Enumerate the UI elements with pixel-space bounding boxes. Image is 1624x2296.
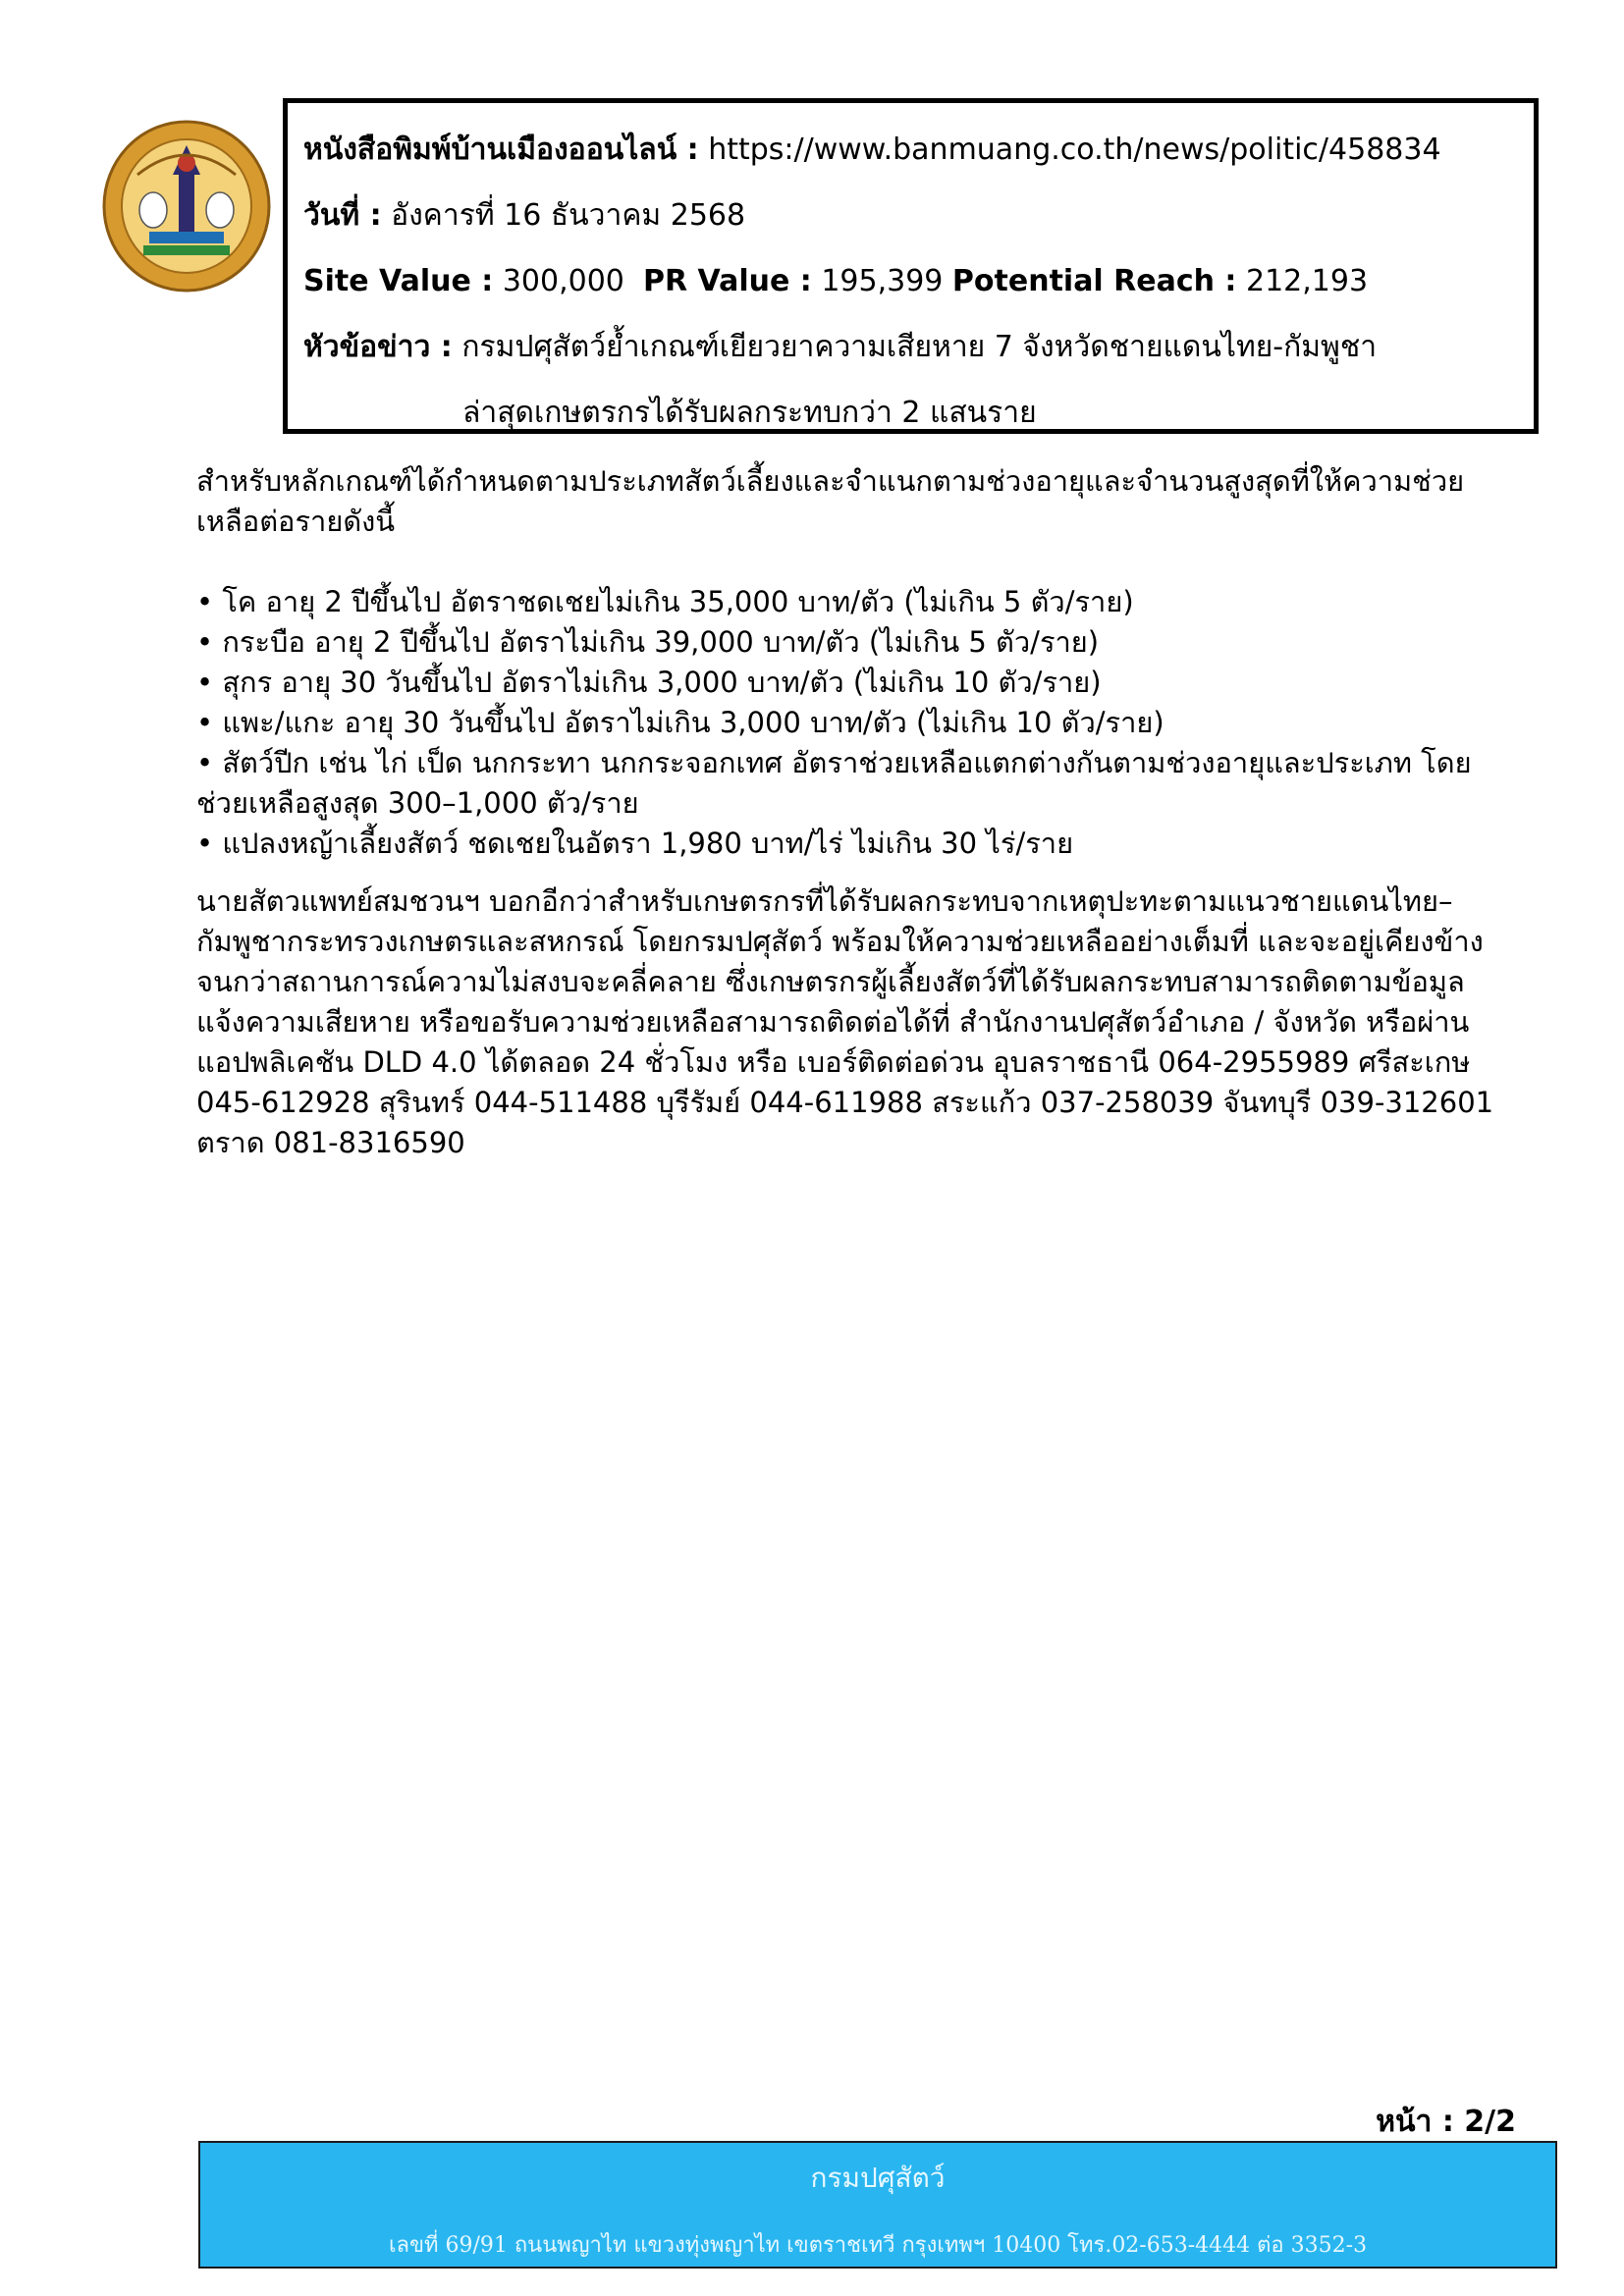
list-item: • กระบือ อายุ 2 ปีขึ้นไป อัตราไม่เกิน 39,000 บาท/ตัว (ไม่เกิน 5 ตัว/ราย)	[196, 625, 1100, 659]
source-url[interactable]: https://www.banmuang.co.th/news/politic/458834	[708, 133, 1441, 167]
list-item: • สุกร อายุ 30 วันขึ้นไป อัตราไม่เกิน 3,000 บาท/ตัว (ไม่เกิน 10 ตัว/ราย)	[196, 666, 1102, 699]
date-line	[303, 183, 1534, 248]
footer-banner	[198, 2141, 1557, 2269]
page-number: หน้า : 2/2	[1376, 2105, 1516, 2139]
headline-line	[303, 314, 1534, 446]
date-label: วันที่ :	[303, 198, 382, 233]
pr-value-label: PR Value :	[642, 264, 812, 298]
list-item: • แปลงหญ้าเลี้ยงสัตว์ ชดเชยในอัตรา 1,980 บาท/ไร่ ไม่เกิน 30 ไร่/ราย	[196, 827, 1074, 860]
contact-paragraph: นายสัตวแพทย์สมชวนฯ บอกอีกว่าสำหรับเกษตรกรที่ได้รับผลกระทบจากเหตุปะทะตามแนวชายแดนไทย–กัมพูชากระทรวงเกษตรและสหกรณ์ โดยกรมปศุสัตว์ พร้อมให้ความช่วยเหลืออย่างเต็มที่ และจะอยู่เคียงข้างจนกว่าสถานการณ์ความไม่สงบจะคลี่คลาย ซึ่งเกษตรกรผู้เลี้ยงสัตว์ที่ได้รับผลกระทบสามารถติดตามข้อมูล แจ้งความเสียหาย หรือขอรับความช่วยเหลือสามารถติดต่อได้ที่ สำนักงานปศุสัตว์อำเภอ / จังหวัด หรือผ่าน แอปพลิเคชัน DLD 4.0 ได้ตลอด 24 ชั่วโมง หรือ เบอร์ติดต่อด่วน อุบลราชธานี 064-2955989 ศรีสะเกษ 045-612928 สุรินทร์ 044-511488 บุรีรัมย์ 044-611988 สระแก้ว 037-258039 จันทบุรี 039-312601 ตราด 081-8316590	[196, 884, 1494, 1159]
list-item: • สัตว์ปีก เช่น ไก่ เป็ด นกกระทา นกกระจอกเทศ อัตราช่วยเหลือแตกต่างกันตามช่วงอายุและประเภท โดยช่วยเหลือสูงสุด 300–1,000 ตัว/ราย	[196, 746, 1472, 820]
criteria-list	[196, 582, 1507, 864]
list-item: • แพะ/แกะ อายุ 30 วันขึ้นไป อัตราไม่เกิน 3,000 บาท/ตัว (ไม่เกิน 10 ตัว/ราย)	[196, 706, 1164, 739]
intro-paragraph: สำหรับหลักเกณฑ์ได้กำหนดตามประเภทสัตว์เลี้ยงและจำแนกตามช่วงอายุและจำนวนสูงสุดที่ให้ความช่วยเหลือต่อรายดังนี้	[196, 464, 1465, 538]
news-header-box	[283, 98, 1539, 434]
reach-label: Potential Reach :	[951, 264, 1237, 298]
list-item: • โค อายุ 2 ปีขึ้นไป อัตราชดเชยไม่เกิน 35,000 บาท/ตัว (ไม่เกิน 5 ตัว/ราย)	[196, 585, 1134, 618]
source-label: หนังสือพิมพ์บ้านเมืองออนไลน์ :	[303, 133, 699, 167]
reach-value: 212,193	[1245, 264, 1369, 298]
footer-address: เลขที่ 69/91 ถนนพญาไท แขวงทุ่งพญาไท เขตราชเทวี กรุงเทพฯ 10400 โทร.02-653-4444 ต่อ 3352-3	[388, 2233, 1368, 2258]
headline-text-1: กรมปศุสัตว์ย้ำเกณฑ์เยียวยาความเสียหาย 7 จังหวัดชายแดนไทย-กัมพูชา	[461, 330, 1378, 364]
dld-emblem-icon	[98, 116, 275, 302]
metrics-line	[303, 248, 1534, 314]
site-value-label: Site Value :	[303, 264, 494, 298]
date-value: อังคารที่ 16 ธันวาคม 2568	[391, 198, 746, 233]
pr-value: 195,399	[821, 264, 944, 298]
article-body	[196, 461, 1507, 1163]
headline-label: หัวข้อข่าว :	[303, 330, 453, 364]
footer-org: กรมปศุสัตว์	[810, 2162, 946, 2194]
headline-text-2: ล่าสุดเกษตรกรได้รับผลกระทบกว่า 2 แสนราย	[462, 396, 1037, 430]
source-line	[303, 117, 1534, 183]
site-value: 300,000	[502, 264, 624, 298]
